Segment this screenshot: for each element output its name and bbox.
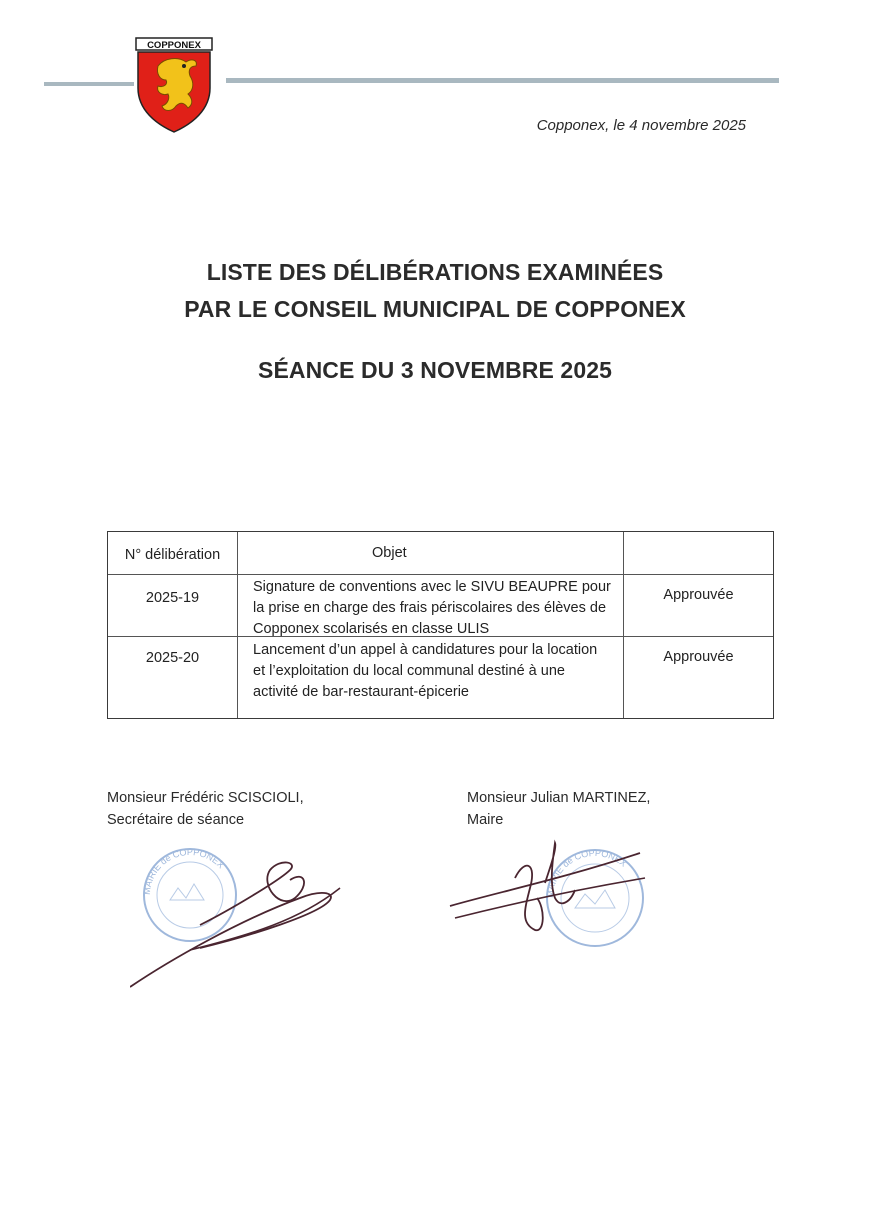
row-number: 2025-20 [145, 650, 200, 666]
document-title-line2: PAR LE CONSEIL MUNICIPAL DE COPPONEX [184, 296, 686, 322]
svg-text:MAIRIE de COPPONEX: MAIRIE de COPPONEX [544, 847, 629, 899]
row-subject-line: Lancement d’un appel à candidatures pour la location [253, 642, 598, 658]
row-status: Approuvée [663, 587, 734, 603]
table-row-divider [108, 574, 773, 575]
mayor-signature-block [467, 787, 767, 831]
secretary-name: Monsieur Frédéric SCISCIOLI, [107, 790, 304, 806]
header-number: N° délibération [124, 547, 221, 563]
session-title: SÉANCE DU 3 NOVEMBRE 2025 [258, 357, 612, 383]
row-subject-line: Copponex scolarisés en classe ULIS [253, 621, 490, 637]
row-subject-line: la prise en charge des frais périscolaires des élèves de [253, 600, 607, 616]
deliberations-table [107, 531, 774, 719]
row-number: 2025-19 [145, 590, 200, 606]
row-subject-line: Signature de conventions avec le SIVU BEAUPRE pour [253, 579, 611, 595]
header-rule-left [44, 82, 134, 86]
mayor-name: Monsieur Julian MARTINEZ, [467, 790, 651, 806]
secretary-signature-block [107, 787, 407, 831]
secretary-stamp-and-signature [130, 840, 350, 990]
row-subject [253, 642, 633, 701]
header-rule-right [226, 78, 779, 83]
header-subject: Objet [372, 545, 407, 561]
copponex-coat-of-arms-logo [134, 36, 214, 134]
svg-text:COPPONEX: COPPONEX [147, 40, 201, 51]
secretary-role: Secrétaire de séance [107, 812, 245, 828]
svg-text:MAIRIE de COPPONEX: MAIRIE de COPPONEX [141, 846, 227, 896]
table-column-divider [237, 532, 238, 718]
mayor-stamp-and-signature [445, 838, 665, 958]
row-subject [253, 579, 633, 638]
document-title-line1: LISTE DES DÉLIBÉRATIONS EXAMINÉES [206, 259, 664, 285]
row-status: Approuvée [663, 649, 734, 665]
mayor-role: Maire [467, 812, 504, 828]
date-line: Copponex, le 4 novembre 2025 [536, 117, 746, 134]
row-subject-line: et l’exploitation du local communal destiné à une [253, 663, 565, 679]
row-subject-line: activité de bar-restaurant-épicerie [253, 684, 469, 700]
